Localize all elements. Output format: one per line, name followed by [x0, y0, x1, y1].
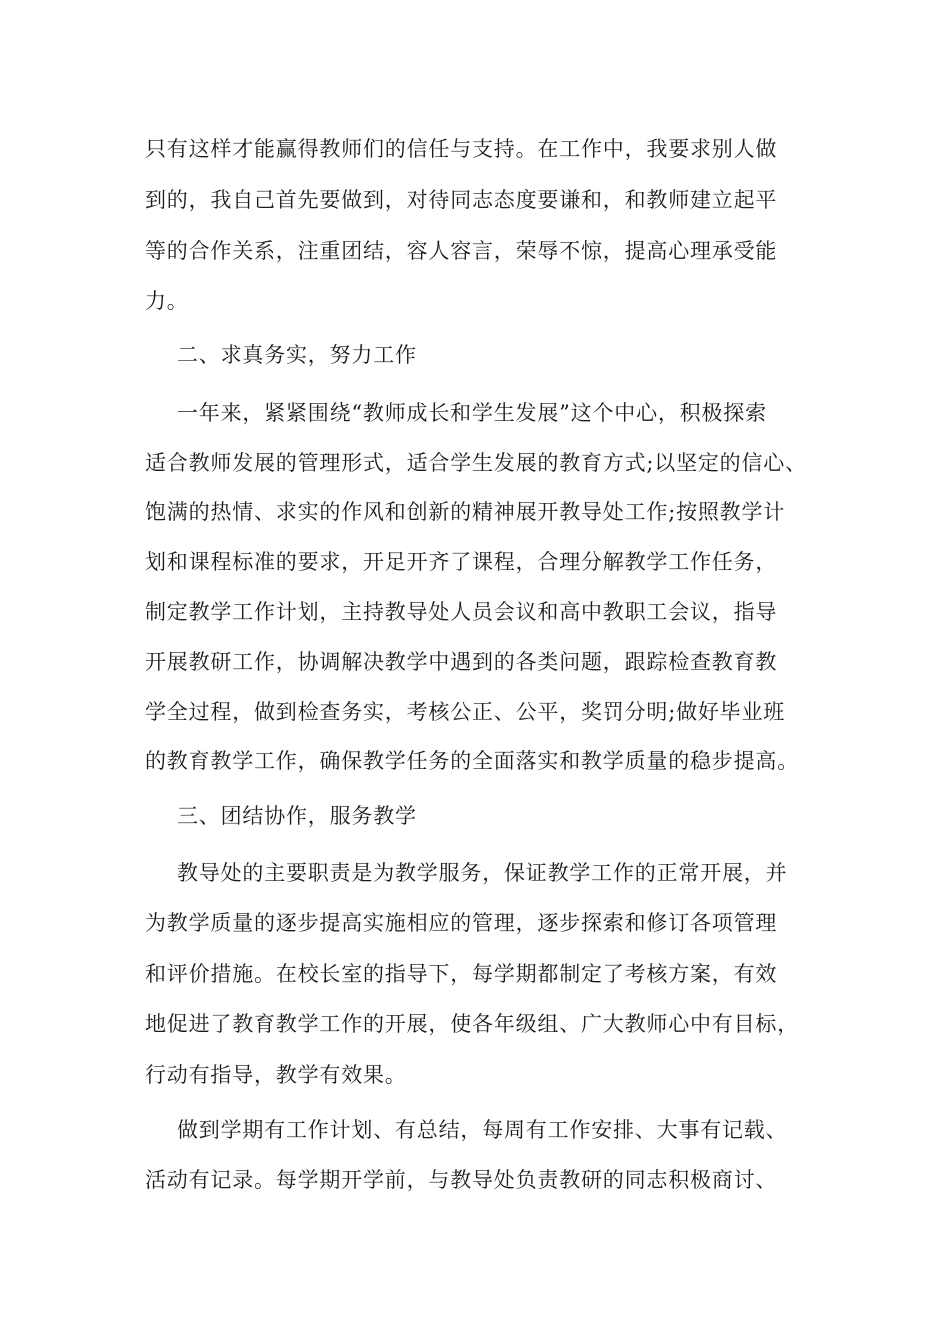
- text-line: 制定教学工作计划，主持教导处人员会议和高中教职工会议，指导: [145, 600, 778, 624]
- text-line: 学全过程，做到检查务实，考核公正、公平，奖罚分明;做好毕业班: [145, 700, 786, 724]
- text-line: 的教育教学工作，确保教学任务的全面落实和教学质量的稳步提高。: [145, 749, 799, 773]
- paragraph-first-line: 做到学期有工作计划、有总结，每周有工作安排、大事有记载、: [177, 1118, 788, 1142]
- paragraph-first-line: 一年来，紧紧围绕“教师成长和学生发展”这个中心，积极探索: [177, 401, 767, 425]
- section-heading: 三、团结协作，服务教学: [177, 804, 417, 828]
- text-line: 活动有记录。每学期开学前，与教导处负责教研的同志积极商讨、: [145, 1168, 778, 1192]
- text-line: 地促进了教育教学工作的开展，使各年级组、广大教师心中有目标，: [145, 1012, 799, 1036]
- text-line: 和评价措施。在校长室的指导下，每学期都制定了考核方案，有效: [145, 962, 778, 986]
- text-line: 为教学质量的逐步提高实施相应的管理，逐步探索和修订各项管理: [145, 911, 778, 935]
- text-line: 力。: [145, 289, 189, 313]
- text-line: 适合教师发展的管理形式，适合学生发展的教育方式;以坚定的信心、: [145, 451, 807, 475]
- text-line: 行动有指导，教学有效果。: [145, 1063, 407, 1087]
- text-line: 开展教研工作，协调解决教学中遇到的各类问题，跟踪检查教育教: [145, 650, 778, 674]
- paragraph-first-line: 教导处的主要职责是为教学服务，保证教学工作的正常开展，并: [177, 861, 788, 885]
- section-heading: 二、求真务实，努力工作: [177, 343, 417, 367]
- text-line: 饱满的热情、求实的作风和创新的精神展开教导处工作;按照教学计: [145, 500, 786, 524]
- text-line: 到的，我自己首先要做到，对待同志态度要谦和，和教师建立起平: [145, 188, 778, 212]
- text-line: 等的合作关系，注重团结，容人容言，荣辱不惊，提高心理承受能: [145, 239, 778, 263]
- text-line: 只有这样才能赢得教师们的信任与支持。在工作中，我要求别人做: [145, 137, 778, 161]
- text-line: 划和课程标准的要求，开足开齐了课程，合理分解教学工作任务，: [145, 550, 778, 574]
